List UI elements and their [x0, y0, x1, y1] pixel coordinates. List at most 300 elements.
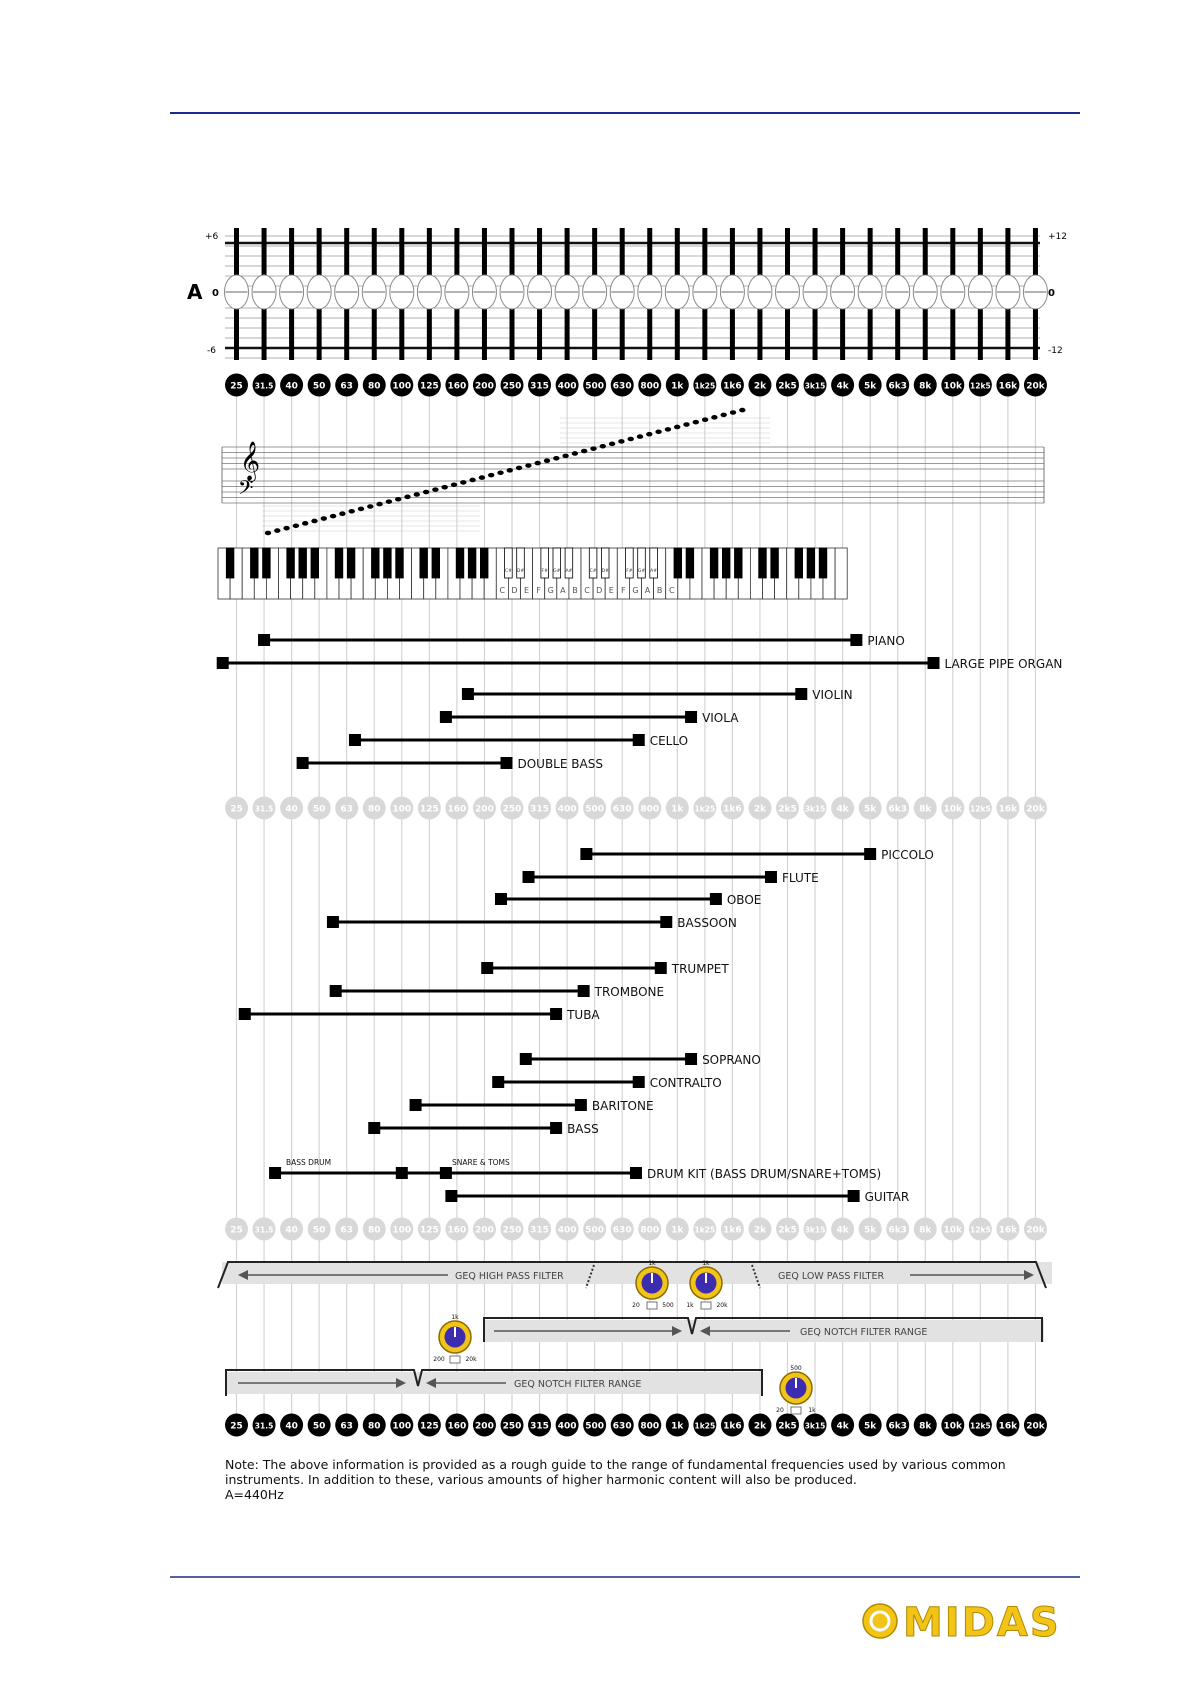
sharp-label: G#	[637, 569, 646, 574]
note-letter: C	[668, 586, 675, 595]
frequency-label: 4k	[836, 381, 849, 392]
note-letter: G	[632, 586, 639, 595]
range-end-marker	[500, 757, 512, 769]
frequency-label: 315	[530, 804, 549, 815]
fader-track	[923, 228, 928, 278]
snare-start-marker	[440, 1167, 452, 1179]
note-head	[339, 511, 345, 516]
fader-track	[702, 308, 707, 360]
frequency-label: 5k	[864, 804, 877, 815]
instrument-label: LARGE PIPE ORGAN	[944, 657, 1063, 671]
fader-track	[868, 308, 873, 360]
frequency-label: 25	[230, 1421, 243, 1432]
frequency-label: 25	[230, 804, 243, 815]
frequency-label: 50	[312, 1421, 326, 1432]
frequency-label: 16k	[998, 381, 1018, 392]
note-head	[479, 475, 485, 480]
fader-track	[757, 228, 762, 278]
black-key	[384, 548, 392, 578]
bass-clef-icon: 𝄢	[238, 476, 254, 504]
frequency-label: 100	[392, 1225, 412, 1236]
range-start-marker	[492, 1076, 504, 1088]
frequency-label: 250	[502, 804, 522, 815]
frequency-label: 3k15	[804, 804, 826, 814]
geq-filter-ranges	[218, 1260, 1052, 1414]
note-head	[283, 526, 289, 531]
frequency-label: 31.5	[254, 1421, 274, 1431]
note-head	[451, 483, 457, 488]
piano-keyboard	[218, 548, 847, 599]
range-end-marker	[685, 1053, 697, 1065]
frequency-label: 6k3	[888, 381, 907, 392]
frequency-label: 630	[612, 381, 632, 392]
frequency-label: 800	[640, 804, 660, 815]
frequency-label: 125	[419, 381, 439, 392]
range-end-marker	[660, 916, 672, 928]
fader-track	[510, 228, 515, 278]
fader-track	[592, 308, 597, 360]
fader-track	[785, 308, 790, 360]
fader-track	[868, 228, 873, 278]
black-key	[432, 548, 440, 578]
frequency-label: 1k25	[694, 804, 716, 814]
note-letter: A	[560, 586, 566, 595]
frequency-label: 630	[612, 1421, 632, 1432]
range-end-marker	[685, 711, 697, 723]
note-head	[358, 507, 364, 512]
black-key	[372, 548, 380, 578]
fader-track	[923, 308, 928, 360]
sharp-label: A#	[565, 569, 573, 574]
range-start-marker	[495, 893, 507, 905]
instrument-label: SOPRANO	[702, 1053, 761, 1067]
note-head	[376, 502, 382, 507]
instrument-label: VIOLIN	[812, 688, 853, 702]
frequency-label: 8k	[919, 804, 932, 815]
black-key	[396, 548, 404, 578]
note-head	[646, 432, 652, 437]
black-key	[287, 548, 295, 578]
frequency-label: 16k	[998, 1225, 1018, 1236]
frequency-label: 5k	[864, 1421, 877, 1432]
fader-track	[454, 308, 459, 360]
range-end-marker	[633, 1076, 645, 1088]
black-key	[674, 548, 682, 578]
fader-track	[537, 228, 542, 278]
frequency-label: 80	[367, 1421, 381, 1432]
note-letter: D	[511, 586, 518, 595]
knob-right-label: 1k	[808, 1407, 816, 1414]
frequency-label: 800	[640, 381, 660, 392]
frequency-label: 250	[502, 381, 522, 392]
frequency-label: 2k	[753, 804, 767, 815]
instrument-label: TROMBONE	[594, 985, 665, 999]
section-label: A	[187, 280, 203, 304]
fader-track	[1005, 308, 1010, 360]
frequency-label: 3k15	[804, 1421, 826, 1431]
fader-track	[565, 228, 570, 278]
note-letter: B	[656, 586, 663, 595]
fader-track	[427, 308, 432, 360]
scale-right-top: +12	[1048, 232, 1067, 242]
black-key	[347, 548, 355, 578]
note-head	[274, 528, 280, 533]
frequency-label: 25	[230, 381, 243, 392]
range-end-marker	[550, 1122, 562, 1134]
frequency-label: 8k	[919, 1421, 932, 1432]
range-start-marker	[580, 848, 592, 860]
bass-drum-end-marker	[396, 1167, 408, 1179]
fader-track	[454, 228, 459, 278]
knob-left-label: 1k	[686, 1302, 694, 1309]
frequency-label: 20k	[1026, 1225, 1045, 1236]
fader-track	[344, 308, 349, 360]
frequency-label: 50	[312, 804, 326, 815]
range-start-marker	[258, 634, 270, 646]
range-end-marker	[850, 634, 862, 646]
knob-right-label: 500	[662, 1302, 674, 1309]
frequency-label: 200	[475, 1225, 494, 1236]
frequency-badges-row-2	[225, 797, 1047, 820]
knob-top-label: 500	[790, 1365, 802, 1372]
note-line-1: Note: The above information is provided as a rough guide to the range of fundamental frequencies used by various common	[225, 1457, 1006, 1472]
frequency-label: 125	[419, 804, 439, 815]
fader-track	[675, 228, 680, 278]
scale-left-bottom: -6	[207, 346, 216, 356]
scale-left-mid: 0	[212, 288, 219, 299]
frequency-label: 125	[419, 1225, 439, 1236]
frequency-label: 8k	[919, 381, 932, 392]
frequency-label: 500	[585, 804, 605, 815]
scale-left-top: +6	[205, 232, 219, 242]
range-start-marker	[462, 688, 474, 700]
note-head	[535, 461, 541, 466]
note-letter: F	[536, 586, 541, 595]
range-end-marker	[575, 1099, 587, 1111]
sharp-label: F#	[541, 569, 548, 574]
sharp-label: G#	[553, 569, 561, 574]
note-head	[302, 521, 308, 526]
note-head	[683, 422, 689, 427]
black-key	[468, 548, 476, 578]
fader-track	[785, 228, 790, 278]
note-head	[628, 437, 634, 442]
range-end-marker	[630, 1167, 642, 1179]
frequency-label: 1k6	[723, 1225, 742, 1236]
note-head	[609, 442, 615, 447]
fader-track	[372, 308, 377, 360]
frequency-label: 50	[312, 1225, 326, 1236]
instrument-label: BASSOON	[677, 916, 737, 930]
note-letter: C	[584, 586, 590, 595]
treble-clef-icon: 𝄞	[240, 441, 261, 481]
bass-drum-label: BASS DRUM	[286, 1158, 332, 1167]
frequency-label: 400	[557, 1421, 577, 1432]
knob-top-label: 1k	[451, 1314, 459, 1321]
frequency-label: 20k	[1026, 381, 1045, 392]
fader-track	[262, 308, 267, 360]
fader-track	[592, 228, 597, 278]
note-head	[497, 470, 503, 475]
note-head	[618, 439, 624, 444]
note-head	[730, 410, 736, 415]
frequency-label: 200	[475, 804, 494, 815]
note-head	[414, 492, 420, 497]
frequency-label: 10k	[943, 1421, 963, 1432]
range-start-marker	[410, 1099, 422, 1111]
frequency-label: 2k5	[778, 1225, 797, 1236]
fader-track	[537, 308, 542, 360]
frequency-label: 80	[367, 804, 381, 815]
frequency-label: 100	[392, 804, 412, 815]
note-head	[488, 473, 494, 478]
black-key	[807, 548, 815, 578]
frequency-label: 12k5	[970, 1421, 991, 1431]
note-letter: B	[572, 586, 578, 595]
instrument-range-bars	[217, 634, 1063, 1204]
black-key	[722, 548, 730, 578]
instrument-label: TUBA	[567, 1008, 600, 1022]
black-key	[819, 548, 827, 578]
note-line-3: A=440Hz	[225, 1487, 284, 1502]
fader-track	[317, 308, 322, 360]
range-start-marker	[445, 1190, 457, 1202]
fader-track	[427, 228, 432, 278]
fader-track	[620, 228, 625, 278]
range-end-marker	[550, 1008, 562, 1020]
frequency-label: 1k6	[723, 381, 742, 392]
frequency-label: 4k	[836, 804, 849, 815]
black-key	[226, 548, 234, 578]
note-head	[590, 446, 596, 451]
frequency-label: 1k25	[694, 1421, 716, 1431]
note-head	[321, 516, 327, 521]
fader-track	[757, 308, 762, 360]
note-head	[637, 434, 643, 439]
frequency-label: 3k15	[804, 1225, 826, 1235]
frequency-label: 1k	[671, 1421, 684, 1432]
black-key	[420, 548, 428, 578]
fader-track	[1005, 228, 1010, 278]
instrument-label: CELLO	[649, 734, 689, 748]
frequency-label: 1k6	[723, 1421, 742, 1432]
frequency-label: 31.5	[254, 804, 274, 814]
frequency-label: 1k	[671, 804, 684, 815]
note-head	[349, 509, 355, 514]
frequency-label: 160	[447, 804, 467, 815]
instrument-label: CONTRALTO	[649, 1076, 722, 1090]
note-head	[423, 490, 429, 495]
logo-text: MIDAS	[903, 1600, 1061, 1646]
fader-track	[730, 308, 735, 360]
frequency-label: 160	[447, 1421, 467, 1432]
fader-track	[344, 228, 349, 278]
fader-track	[730, 228, 735, 278]
frequency-label: 1k	[671, 381, 684, 392]
frequency-label: 125	[419, 1421, 439, 1432]
note-head	[562, 454, 568, 459]
fader-track	[702, 228, 707, 278]
fader-track	[372, 228, 377, 278]
instrument-label: TRUMPET	[671, 962, 729, 976]
frequency-label: 630	[612, 804, 632, 815]
note-head	[367, 504, 373, 509]
fader-track	[840, 308, 845, 360]
logo-emblem-icon	[863, 1604, 897, 1638]
range-end-marker	[928, 657, 940, 669]
note-head	[432, 487, 438, 492]
frequency-label: 500	[585, 1421, 605, 1432]
knob-switch	[450, 1356, 460, 1363]
black-key	[710, 548, 718, 578]
note-head	[553, 456, 559, 461]
instrument-label: DRUM KIT (BASS DRUM/SNARE+TOMS)	[646, 1167, 882, 1181]
fader-track	[978, 308, 983, 360]
sharp-label: C#	[589, 569, 597, 574]
geq-fader-bank	[225, 228, 1048, 360]
range-start-marker	[481, 962, 493, 974]
note-head	[469, 478, 475, 483]
fader-track	[620, 308, 625, 360]
frequency-label: 200	[475, 1421, 494, 1432]
range-start-marker	[239, 1008, 251, 1020]
note-head	[442, 485, 448, 490]
sharp-label: A#	[650, 569, 658, 574]
frequency-label: 63	[340, 381, 353, 392]
notch-upper-label: GEQ NOTCH FILTER RANGE	[800, 1327, 928, 1338]
frequency-label: 630	[612, 1225, 632, 1236]
white-key	[835, 548, 847, 599]
frequency-label: 10k	[943, 804, 963, 815]
frequency-label: 80	[367, 381, 381, 392]
frequency-label: 16k	[998, 804, 1018, 815]
fader-track	[1033, 228, 1038, 278]
frequency-label: 5k	[864, 381, 877, 392]
note-head	[665, 427, 671, 432]
frequency-label: 40	[285, 1225, 298, 1236]
frequency-badges-row-1	[225, 374, 1047, 397]
black-key	[311, 548, 319, 578]
note-letter: D	[596, 586, 603, 595]
fader-track	[1033, 308, 1038, 360]
black-key	[263, 548, 271, 578]
note-head	[507, 468, 513, 473]
instrument-label: PIANO	[867, 634, 905, 648]
knob-icon	[776, 1365, 816, 1414]
frequency-label: 63	[340, 804, 353, 815]
note-head	[386, 499, 392, 504]
footnote	[225, 1457, 1045, 1502]
frequency-label: 10k	[943, 381, 963, 392]
fader-track	[813, 228, 818, 278]
range-end-marker	[864, 848, 876, 860]
frequency-label: 315	[530, 1421, 549, 1432]
knob-left-label: 20	[776, 1407, 784, 1414]
knob-top-label: 1k	[702, 1260, 710, 1267]
frequency-label: 50	[312, 381, 326, 392]
music-staff	[222, 408, 1044, 536]
frequency-badges-row-3	[225, 1218, 1047, 1241]
fader-track	[234, 228, 239, 278]
black-key	[335, 548, 343, 578]
instrument-label: PICCOLO	[881, 848, 934, 862]
frequency-label: 800	[640, 1421, 660, 1432]
instrument-label: BARITONE	[591, 1099, 654, 1113]
fader-track	[234, 308, 239, 360]
notch-lower-label: GEQ NOTCH FILTER RANGE	[514, 1379, 642, 1390]
frequency-label: 20k	[1026, 804, 1045, 815]
frequency-label: 2k5	[778, 804, 797, 815]
sharp-label: C#	[504, 569, 512, 574]
knob-icon	[433, 1314, 477, 1363]
fader-track	[978, 228, 983, 278]
frequency-label: 16k	[998, 1421, 1018, 1432]
note-head	[293, 523, 299, 528]
frequency-label: 12k5	[970, 381, 991, 391]
note-letter: G	[547, 586, 554, 595]
fader-track	[317, 228, 322, 278]
black-key	[795, 548, 803, 578]
frequency-label: 2k	[753, 1225, 767, 1236]
knob-right-label: 20k	[465, 1356, 477, 1363]
note-letter: F	[621, 586, 626, 595]
fader-track	[399, 308, 404, 360]
snare-toms-label: SNARE & TOMS	[452, 1158, 510, 1167]
fader-track	[647, 308, 652, 360]
frequency-label: 31.5	[254, 381, 274, 391]
note-head	[330, 514, 336, 519]
note-head	[572, 451, 578, 456]
range-start-marker	[327, 916, 339, 928]
frequency-badges-row-4	[225, 1414, 1047, 1437]
range-start-marker	[440, 711, 452, 723]
frequency-label: 2k5	[778, 381, 797, 392]
knob-left-label: 200	[433, 1356, 445, 1363]
sharp-label: D#	[516, 569, 525, 574]
instrument-label: FLUTE	[781, 871, 819, 885]
frequency-label: 2k	[753, 1421, 767, 1432]
note-head	[516, 466, 522, 471]
note-head	[460, 480, 466, 485]
fader-track	[840, 228, 845, 278]
range-end-marker	[765, 871, 777, 883]
frequency-label: 6k3	[888, 804, 907, 815]
range-end-marker	[710, 893, 722, 905]
range-end-marker	[655, 962, 667, 974]
knob-switch	[791, 1407, 801, 1414]
frequency-label: 200	[475, 381, 494, 392]
fader-track	[482, 308, 487, 360]
range-end-marker	[848, 1190, 860, 1202]
fader-track	[950, 228, 955, 278]
note-head	[525, 463, 531, 468]
black-key	[735, 548, 743, 578]
black-key	[251, 548, 259, 578]
frequency-label: 5k	[864, 1225, 877, 1236]
frequency-label: 8k	[919, 1225, 932, 1236]
note-letter: E	[608, 586, 614, 595]
sharp-label: F#	[626, 569, 633, 574]
note-letter: C	[499, 586, 506, 595]
frequency-label: 1k	[671, 1225, 684, 1236]
frequency-label: 40	[285, 381, 298, 392]
fader-track	[647, 228, 652, 278]
frequency-label: 800	[640, 1225, 660, 1236]
frequency-label: 4k	[836, 1225, 849, 1236]
note-head	[404, 495, 410, 500]
note-head	[265, 531, 271, 536]
note-head	[739, 408, 745, 413]
